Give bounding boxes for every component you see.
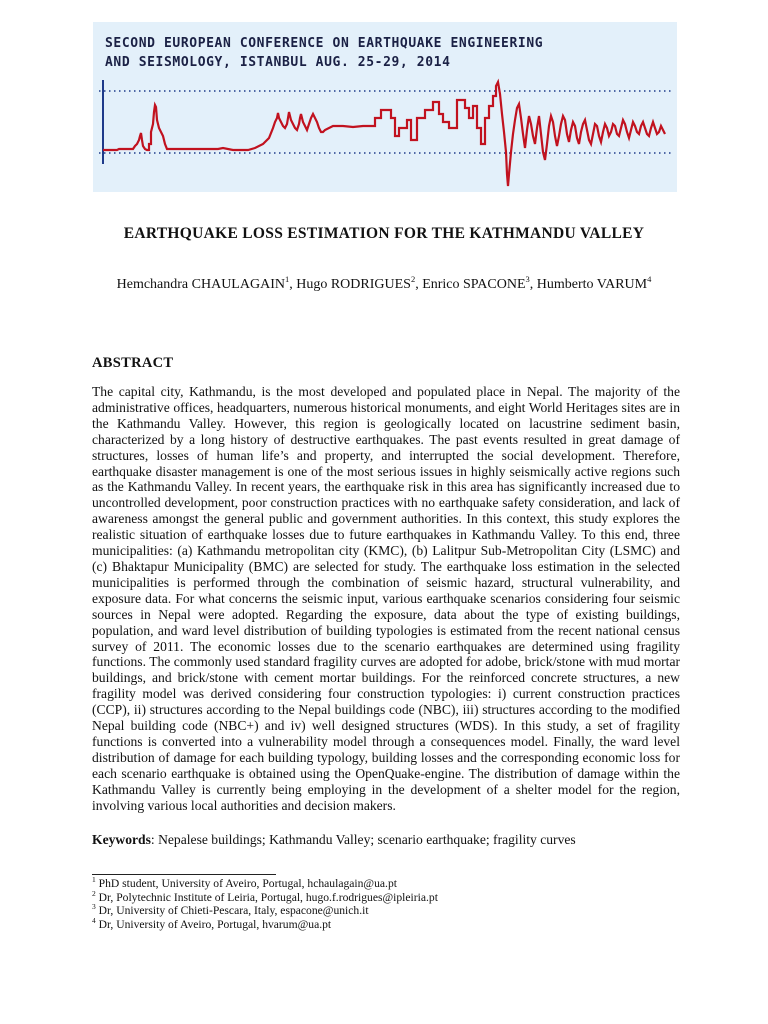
author-name: Hemchandra CHAULAGAIN (116, 277, 285, 292)
seismic-trace-skyline (103, 82, 665, 186)
keywords-line (92, 832, 680, 848)
footnote-number: 4 (92, 915, 96, 925)
author-name: Enrico SPACONE (422, 277, 526, 292)
author-affiliation-marker: 1 (284, 274, 290, 284)
abstract-body: The capital city, Kathmandu, is the most developed and populated place in Nepal. The majority of the administrative offices, headquarters, numerous historical monuments, and eight World Heritages sites are in the Kathmandu Valley. However, this region is geologically located on lacustrine sediment basin, characterized by a long history of destructive earthquakes. The past events resulted in great damage of structures, losses of human life’s and property, and interrupted the social development. Therefore, earthquake disaster management is one of the most serious issues in highly seismically active regions such as the Kathmandu Valley. In recent years, the earthquake risk in this area has significantly increased due to uncontrolled development, poor construction practices with no earthquake safety consideration, and lack of awareness amongst the general public and government authorities. In this context, this study explores the realistic situation of earthquake losses due to future earthquakes in Kathmandu Valley. To this end, three municipalities: (a) Kathmandu metropolitan city (KMC), (b) Lalitpur Sub-Metropolitan City (LSMC) and (c) Bhaktapur Municipality (BMC) are selected for study. The earthquake loss estimation in the selected municipalities is performed through the combination of seismic hazard, structural vulnerability, and exposure data. For what concerns the seismic input, various earthquake scenarios considering four seismic sources in Nepal were adopted. Regarding the exposure, data about the type of existing buildings, population, and ward level distribution of building typologies is estimated from the recent national census survey of 2011. The economic losses due to the scenario earthquakes are determined using fragility functions. The commonly used standard fragility curves are adopted for adobe, brick/stone with mud mortar buildings, and brick/stone with cement mortar buildings. For the reinforced concrete structures, a new fragility model was derived considering four construction typologies: i) current construction practices (CCP), ii) structures according to the Nepal buildings code (NBC), iii) structures according to the modified Nepal building code (NBC+) and iv) well designed structures (WDS). In this study, a set of fragility functions is converted into a vulnerability model through a consequences model. Finally, the ward level distribution of damage for each building typology, building losses and the corresponding economic loss for each scenario earthquake is obtained using the OpenQuake-engine. The distribution of damage within the Kathmandu Valley is currently being employing in the development of a shelter model for the region, involving various local authorities and decision makers. (92, 384, 680, 813)
author-affiliation-marker: 2 (410, 274, 416, 284)
footnote-text: Dr, Polytechnic Institute of Leiria, Portugal, hugo.f.rodrigues@ipleiria.pt (95, 890, 438, 904)
footnote (92, 915, 680, 932)
footnote (92, 888, 680, 905)
footnote-number: 2 (92, 888, 96, 898)
footnotes (92, 877, 680, 931)
author-name: Hugo RODRIGUES (296, 277, 411, 292)
author-separator: , (529, 277, 537, 292)
keywords-label: Keywords (92, 832, 151, 847)
conference-banner (93, 22, 677, 192)
author-affiliation-marker: 4 (647, 274, 652, 284)
footnote-text: Dr, University of Aveiro, Portugal, hvarum@ua.pt (95, 917, 332, 931)
author-separator: , (289, 277, 297, 292)
seismogram-skyline-graphic (93, 70, 677, 192)
paper-title: EARTHQUAKE LOSS ESTIMATION FOR THE KATHMANDU VALLEY (123, 225, 645, 242)
footnote-divider (92, 874, 276, 875)
footnote-number: 3 (92, 902, 96, 912)
footnote-text: PhD student, University of Aveiro, Portugal, hchaulagain@ua.pt (95, 877, 397, 890)
author-separator: , (415, 277, 423, 292)
footnote-number: 1 (92, 875, 96, 884)
abstract-heading: ABSTRACT (92, 355, 174, 371)
author-affiliation-marker: 3 (525, 274, 530, 284)
footnote (92, 904, 680, 918)
conference-title-line-2: AND SEISMOLOGY, ISTANBUL AUG. 25-29, 2014 (105, 55, 451, 70)
footnote (92, 877, 680, 891)
author-name: Humberto VARUM (536, 277, 648, 292)
footnote-text: Dr, University of Chieti-Pescara, Italy, espacone@unich.it (95, 904, 369, 918)
conference-title-line-1: SECOND EUROPEAN CONFERENCE ON EARTHQUAKE ENGINEERING (105, 36, 544, 51)
keywords-text: : Nepalese buildings; Kathmandu Valley; scenario earthquake; fragility curves (150, 832, 576, 847)
author-list (96, 276, 672, 293)
